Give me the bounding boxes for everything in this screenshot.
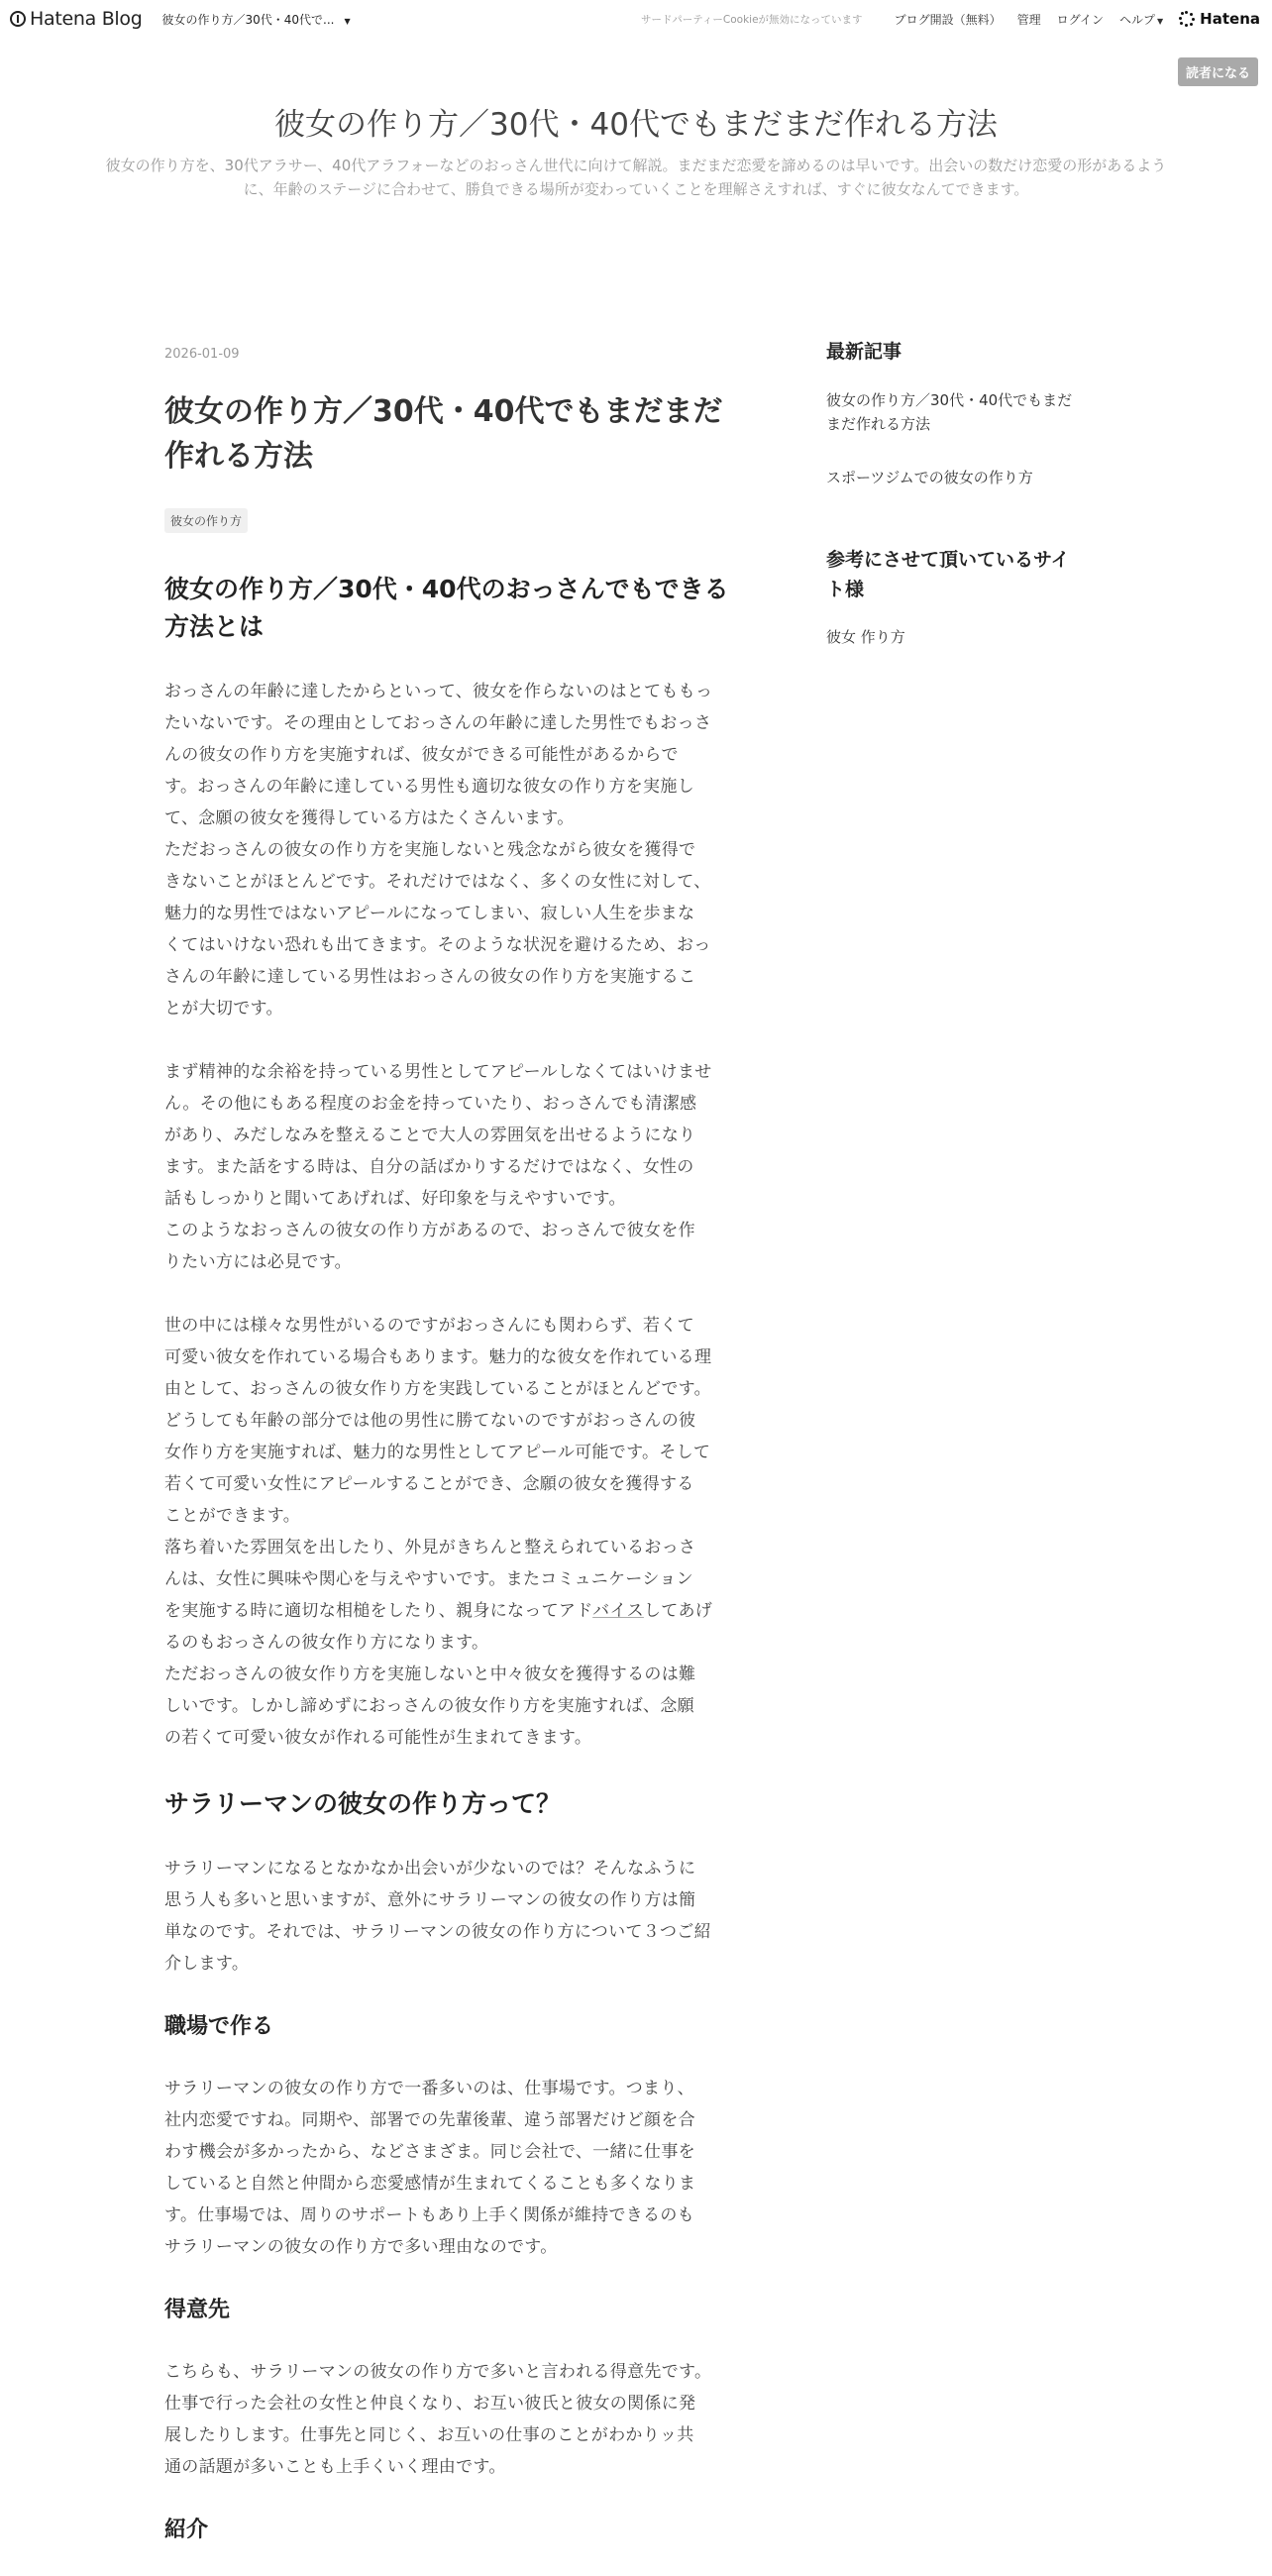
cookie-notice[interactable]: サードパーティーCookieが無効になっています bbox=[640, 13, 863, 26]
section-heading bbox=[164, 571, 749, 646]
paragraph-line: 仕事で行った会社の女性と仲良くなり、お互い彼氏と彼女の関係に発 bbox=[164, 2394, 696, 2414]
paragraph-line: サラリーマンの彼女の作り方で一番多いのは、仕事場です。つまり、 bbox=[164, 2079, 694, 2098]
subsection-heading: 得意先 bbox=[164, 2298, 231, 2322]
paragraph-line: 話もしっかりと聞いてあげれば、好印象を与えやすいです。 bbox=[164, 1189, 626, 1209]
paragraph-line: しいです。しかし諦めずにおっさんの彼女作り方を実施すれば、念願 bbox=[164, 1696, 694, 1716]
open-blog-link[interactable]: ブログ開設（無料） bbox=[894, 12, 1002, 27]
subscribe-button[interactable]: 読者になる bbox=[1178, 57, 1258, 86]
subsection-heading: 紹介 bbox=[164, 2518, 209, 2542]
link-line: 彼女の作り方／30代・40代でもまだ bbox=[826, 391, 1073, 409]
paragraph bbox=[164, 2073, 749, 2263]
title-line: ト様 bbox=[826, 579, 865, 600]
help-label: ヘルプ bbox=[1119, 12, 1156, 27]
recent-entry-link[interactable] bbox=[826, 466, 1104, 489]
entry-title-line: 作れる方法 bbox=[164, 439, 313, 474]
entry-content bbox=[164, 571, 749, 2546]
paragraph-line: 魅力的な男性ではないアピールになってしまい、寂しい人生を歩まな bbox=[164, 904, 695, 923]
paragraph-line: おっさんの年齢に達したからといって、彼女を作らないのはとてももっ bbox=[164, 682, 713, 701]
paragraph bbox=[164, 1853, 749, 1980]
heading-line: 方法とは bbox=[164, 612, 265, 641]
global-header bbox=[0, 0, 1272, 38]
paragraph-line: ん。その他にもある程度のお金を持っていたり、おっさんでも清潔感 bbox=[164, 1094, 697, 1114]
hatena-blog-logo[interactable] bbox=[10, 8, 143, 30]
hatena-blog-logo-icon bbox=[10, 11, 26, 27]
reference-link[interactable]: 彼女 作り方 bbox=[826, 628, 905, 646]
paragraph-line: まず精神的な余裕を持っている男性としてアピールしなくてはいけませ bbox=[164, 1062, 712, 1082]
paragraph-line: サラリーマンの彼女の作り方で多い理由なのです。 bbox=[164, 2237, 558, 2257]
paragraph-line bbox=[164, 1595, 749, 1627]
paragraph-line: こちらも、サラリーマンの彼女の作り方で多いと言われる得意先です。 bbox=[164, 2362, 712, 2382]
manage-link[interactable]: 管理 bbox=[1016, 12, 1041, 27]
paragraph-line: りたい方には必見です。 bbox=[164, 1252, 352, 1272]
hatena-dots-icon bbox=[1179, 11, 1195, 27]
paragraph-line: 由として、おっさんの彼女作り方を実践していることがほとんどです。 bbox=[164, 1379, 711, 1399]
blog-selector-label: 彼女の作り方／30代・40代で... bbox=[161, 12, 335, 27]
login-link[interactable]: ログイン bbox=[1056, 12, 1104, 27]
help-menu[interactable] bbox=[1119, 11, 1163, 28]
blog-description-line: 彼女の作り方を、30代アラサー、40代アラフォーなどのおっさん世代に向けて解説。まだまだ恋愛を諦めるのは早いです。出会いの数だけ恋愛の形があるよう bbox=[105, 157, 1167, 174]
paragraph-line: このようなおっさんの彼女の作り方があるので、おっさんで彼女を作 bbox=[164, 1221, 695, 1240]
hatena-logo[interactable] bbox=[1179, 10, 1260, 28]
heading-line: 彼女の作り方／30代・40代のおっさんでもできる bbox=[164, 575, 729, 603]
paragraph-line: ただおっさんの彼女作り方を実施しないと中々彼女を獲得するのは難 bbox=[164, 1664, 696, 1684]
caret-down-icon: ▼ bbox=[1157, 16, 1164, 26]
paragraph-line: んの彼女の作り方を実施すれば、彼女ができる可能性があるからで bbox=[164, 745, 679, 765]
paragraph-line: たいないです。その理由としておっさんの年齢に達した男性でもおっさ bbox=[164, 713, 712, 733]
paragraph-line: があり、みだしなみを整えることで大人の雰囲気を出せるようになり bbox=[164, 1126, 696, 1145]
paragraph-line: きないことがほとんどです。それだけではなく、多くの女性に対して、 bbox=[164, 872, 711, 892]
paragraph-line: ただおっさんの彼女の作り方を実施しないと残念ながら彼女を獲得で bbox=[164, 840, 696, 860]
paragraph-line: していると自然と仲間から恋愛感情が生まれてくることも多くなりま bbox=[164, 2174, 696, 2194]
paragraph bbox=[164, 1310, 749, 1754]
paragraph-line: んは、女性に興味や関心を与えやすいです。またコミュニケーション bbox=[164, 1569, 693, 1589]
hatena-label: Hatena bbox=[1200, 10, 1260, 28]
paragraph-line: 若くて可愛い女性にアピールすることができ、念願の彼女を獲得する bbox=[164, 1474, 694, 1494]
paragraph-line: るのもおっさんの彼女作り方になります。 bbox=[164, 1633, 489, 1653]
link-line: スポーツジムでの彼女の作り方 bbox=[826, 469, 1033, 486]
paragraph-line: す。仕事場では、周りのサポートもあり上手く関係が維持できるのも bbox=[164, 2205, 694, 2225]
paragraph-line: くてはいけない恐れも出てきます。そのような状況を避けるため、おっ bbox=[164, 935, 711, 955]
paragraph-line: 世の中には様々な男性がいるのですがおっさんにも関わらず、若くて bbox=[164, 1316, 694, 1336]
blog-description bbox=[69, 154, 1203, 201]
paragraph-line: 展したりします。仕事先と同じく、お互いの仕事のことがわかりッ共 bbox=[164, 2425, 694, 2445]
reference-sites-title bbox=[826, 545, 1104, 604]
paragraph-line: 思う人も多いと思いますが、意外にサラリーマンの彼女の作り方は簡 bbox=[164, 1890, 696, 1910]
paragraph-line: 社内恋愛ですね。同期や、部署での先輩後輩、違う部署だけど顔を合 bbox=[164, 2110, 695, 2130]
paragraph-line: 女作り方を実施すれば、魅力的な男性としてアピール可能です。そして bbox=[164, 1443, 711, 1462]
paragraph-line: わす機会が多かったから、などさまざま。同じ会社で、一緒に仕事を bbox=[164, 2142, 695, 2162]
entry-title-line: 彼女の作り方／30代・40代でもまだまだ bbox=[164, 394, 723, 429]
recent-entries-title: 最新記事 bbox=[826, 341, 902, 363]
paragraph bbox=[164, 1056, 749, 1278]
paragraph-line: 介します。 bbox=[164, 1954, 250, 1974]
paragraph-line: さんの年齢に達している男性はおっさんの彼女の作り方を実施するこ bbox=[164, 967, 696, 987]
category-tag[interactable]: 彼女の作り方 bbox=[164, 508, 248, 533]
section-heading: サラリーマンの彼女の作り方って？ bbox=[164, 1789, 562, 1818]
blog-title[interactable]: 彼女の作り方／30代・40代でもまだまだ作れる方法 bbox=[274, 107, 998, 143]
recent-entry-link[interactable] bbox=[826, 388, 1104, 436]
paragraph bbox=[164, 2356, 749, 2483]
paragraph-line: 通の話題が多いことも上手くいく理由です。 bbox=[164, 2457, 506, 2477]
entry-title[interactable] bbox=[164, 389, 749, 479]
paragraph-line: どうしても年齢の部分では他の男性に勝てないのですがおっさんの彼 bbox=[164, 1411, 696, 1431]
keyword-link[interactable]: バイス bbox=[592, 1601, 644, 1621]
sidebar bbox=[826, 337, 1104, 702]
reference-sites-module bbox=[826, 545, 1104, 647]
paragraph-line: て、念願の彼女を獲得している方はたくさんいます。 bbox=[164, 808, 575, 828]
blog-selector[interactable] bbox=[162, 11, 351, 28]
title-line: 参考にさせて頂いているサイ bbox=[826, 549, 1070, 571]
paragraph-line: 単なのです。それでは、サラリーマンの彼女の作り方について３つご紹 bbox=[164, 1922, 711, 1942]
subsection-heading: 職場で作る bbox=[164, 2014, 274, 2039]
paragraph-line: とが大切です。 bbox=[164, 999, 283, 1019]
brand-name: Hatena Blog bbox=[30, 8, 143, 30]
paragraph-line: の若くて可愛い彼女が作れる可能性が生まれてきます。 bbox=[164, 1728, 592, 1748]
paragraph-line: サラリーマンになるとなかなか出会いが少ないのでは？そんなふうに bbox=[164, 1859, 696, 1878]
text-run: を実施する時に適切な相槌をしたり、親身になってアド bbox=[164, 1601, 593, 1621]
paragraph-line: 落ち着いた雰囲気を出したり、外見がきちんと整えられているおっさ bbox=[164, 1538, 696, 1557]
recent-entries-module bbox=[826, 337, 1104, 489]
paragraph-line: ことができます。 bbox=[164, 1506, 301, 1526]
link-line: まだ作れる方法 bbox=[826, 415, 931, 433]
entry-date[interactable]: 2026-01-09 bbox=[164, 347, 240, 362]
paragraph bbox=[164, 676, 749, 1024]
paragraph-line: す。おっさんの年齢に達している男性も適切な彼女の作り方を実施し bbox=[164, 777, 694, 797]
article bbox=[164, 347, 749, 2576]
paragraph-line: ます。また話をする時は、自分の話ばかりするだけではなく、女性の bbox=[164, 1157, 694, 1177]
paragraph-line: 可愛い彼女を作れている場合もあります。魅力的な彼女を作れている理 bbox=[164, 1347, 712, 1367]
text-run: してあげ bbox=[643, 1601, 713, 1621]
blog-description-line: に、年齢のステージに合わせて、勝負できる場所が変わっていくことを理解さえすれば、すぐに彼女なんてできます。 bbox=[243, 180, 1029, 198]
caret-down-icon: ▼ bbox=[344, 16, 351, 26]
